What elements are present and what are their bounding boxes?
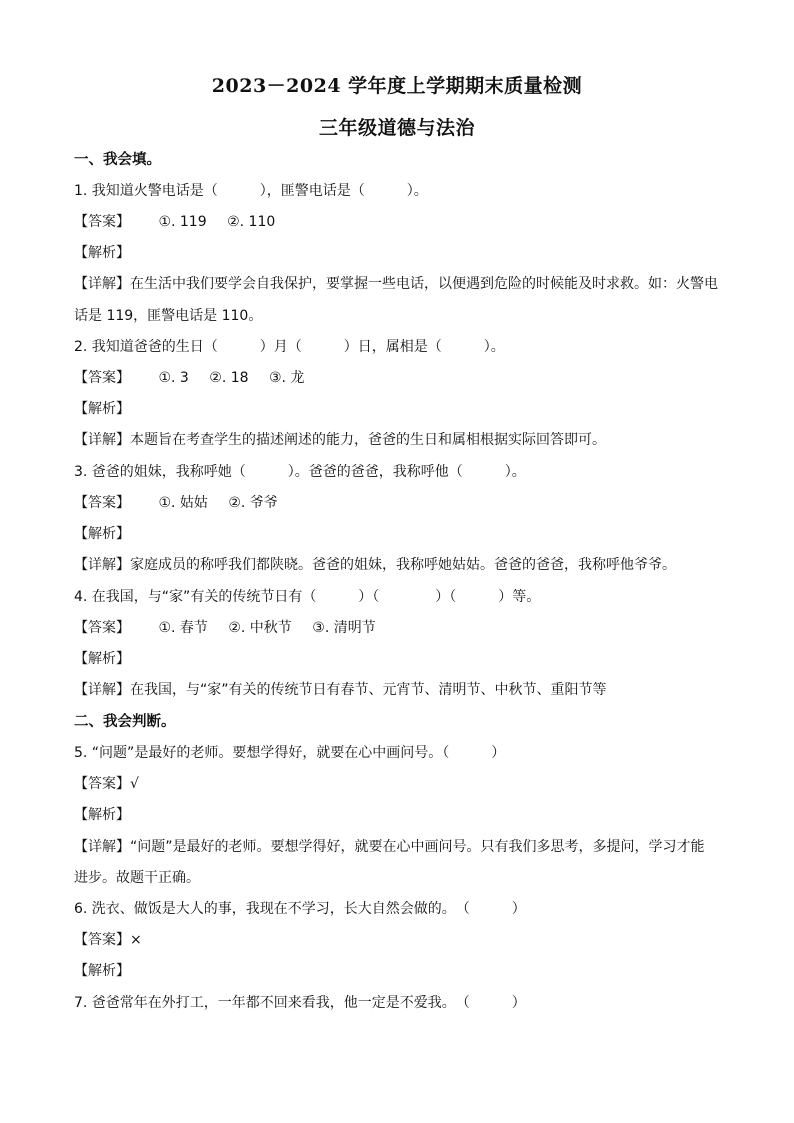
question-1: 1. 我知道火警电话是（ ），匪警电话是（ ）。	[74, 183, 428, 199]
detail-tag: 【详解】	[74, 432, 130, 448]
detail-5-line-2: 进步。故题干正确。	[74, 870, 200, 886]
detail-tag: 【详解】	[74, 682, 130, 698]
answer-option: ①. 春节	[158, 620, 208, 636]
detail-3	[74, 555, 720, 575]
answer-row-2	[74, 368, 720, 388]
answer-row-1	[74, 212, 720, 232]
section-heading-judge: 二、我会判断。	[74, 714, 176, 730]
answer-option: ②. 爷爷	[228, 495, 278, 511]
answer-row-3	[74, 493, 720, 513]
detail-tag: 【详解】	[74, 276, 130, 292]
question-6: 6. 洗衣、做饭是大人的事，我现在不学习，长大自然会做的。 （ ）	[74, 901, 526, 917]
question-7: 7. 爸爸常年在外打工，一年都不回来看我，他一定是不爱我。 （ ）	[74, 995, 526, 1011]
detail-1-line-2: 话是 119，匪警电话是 110。	[74, 308, 263, 324]
detail-1-line-1	[74, 274, 720, 294]
question-3: 3. 爸爸的姐妹，我称呼她（ ）。爸爸的爸爸，我称呼他（ ）。	[74, 464, 526, 480]
detail-2	[74, 430, 720, 450]
detail-text: 本题旨在考查学生的描述阐述的能力，爸爸的生日和属相根据实际回答即可。	[130, 432, 606, 448]
answer-tag: 【答案】	[74, 214, 130, 230]
analysis-tag-4: 【解析】	[74, 651, 130, 667]
answer-row-6	[74, 930, 720, 950]
answer-option: ②. 中秋节	[228, 620, 292, 636]
detail-tag: 【详解】	[74, 839, 130, 855]
answer-tag: 【答案】	[74, 370, 130, 386]
detail-text: “问题”是最好的老师。要想学得好，就要在心中画问号。只有我们多思考，多提问，学习才能	[130, 839, 705, 855]
answer-option: ①. 姑姑	[158, 495, 208, 511]
answer-value: ×	[130, 932, 142, 948]
answer-option: ①. 119	[158, 214, 207, 230]
analysis-tag-5: 【解析】	[74, 807, 130, 823]
detail-text: 在我国，与“家”有关的传统节日有春节、元宵节、清明节、中秋节、重阳节等	[130, 682, 607, 698]
analysis-tag-1: 【解析】	[74, 245, 130, 261]
exam-title: 2023－2024 学年度上学期期末质量检测	[211, 75, 583, 97]
answer-tag: 【答案】	[74, 620, 130, 636]
detail-text: 在生活中我们要学会自我保护，要掌握一些电话，以便遇到危险的时候能及时求救。如：火警电	[130, 276, 718, 292]
answer-tag: 【答案】	[74, 932, 130, 948]
answer-tag: 【答案】	[74, 776, 130, 792]
analysis-tag-2: 【解析】	[74, 401, 130, 417]
section-heading-fill: 一、我会填。	[74, 152, 161, 168]
analysis-tag-3: 【解析】	[74, 526, 130, 542]
answer-option: ②. 110	[227, 214, 276, 230]
answer-option: ②. 18	[209, 370, 249, 386]
detail-5-line-1	[74, 837, 720, 857]
answer-row-4	[74, 618, 720, 638]
exam-subtitle: 三年级道德与法治	[318, 117, 475, 139]
answer-option: ③. 龙	[268, 370, 305, 386]
answer-value: √	[130, 776, 139, 792]
answer-row-5	[74, 774, 720, 794]
detail-tag: 【详解】	[74, 557, 130, 573]
detail-4	[74, 680, 720, 700]
question-2: 2. 我知道爸爸的生日（ ）月（ ）日，属相是（ ）。	[74, 339, 505, 355]
answer-tag: 【答案】	[74, 495, 130, 511]
question-4: 4. 在我国，与“家”有关的传统节日有（ ）（ ）（ ）等。	[74, 589, 541, 605]
answer-option: ③. 清明节	[312, 620, 376, 636]
question-5: 5. “问题”是最好的老师。要想学得好，就要在心中画问号。（ ）	[74, 745, 506, 761]
detail-text: 家庭成员的称呼我们都陕晓。爸爸的姐妹，我称呼她姑姑。爸爸的爸爸，我称呼他爷爷。	[130, 557, 676, 573]
answer-option: ①. 3	[158, 370, 189, 386]
analysis-tag-6: 【解析】	[74, 963, 130, 979]
